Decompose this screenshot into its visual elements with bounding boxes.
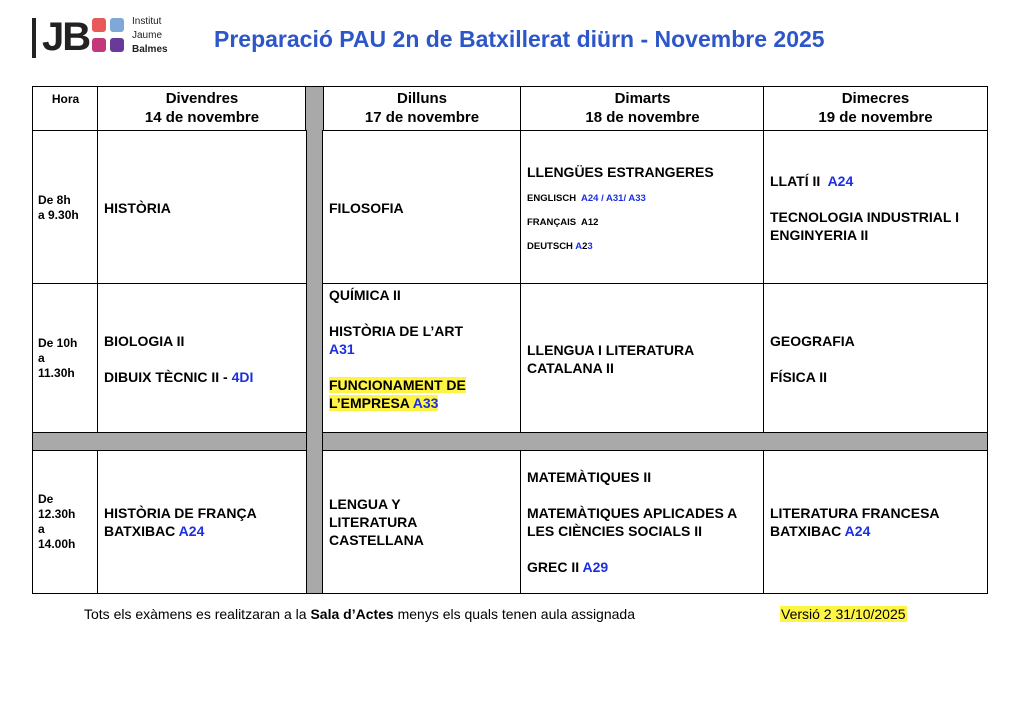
row1-dimecres: [763, 130, 988, 285]
logo-text-balmes: Balmes: [132, 44, 168, 55]
version-label: Versió 2 31/10/2025: [781, 606, 906, 622]
footer-note: Tots els exàmens es realitzaran a la Sala d’Actes menys els quals tenen aula assignada: [84, 606, 635, 622]
row2-dilluns: [322, 283, 522, 434]
school-logo: [32, 14, 192, 64]
row2-divendres: [97, 283, 307, 434]
break-separator-right: [322, 432, 988, 452]
exam-matematiques-aplicades: MATEMÀTIQUES APLICADES A LES CIÈNCIES SOCIALS II: [527, 505, 737, 539]
exam-fisica: FÍSICA II: [770, 368, 828, 385]
logo-square-magenta: [92, 38, 106, 52]
exam-funcionament-empresa: FUNCIONAMENT DE L’EMPRESA A33: [329, 377, 466, 411]
exam-geografia: GEOGRAFIA: [770, 332, 855, 349]
logo-text-institut: Institut: [132, 16, 162, 27]
row1-dilluns: [322, 130, 522, 285]
exam-literatura-francesa: LITERATURA FRANCESA BATXIBAC A24: [770, 505, 940, 539]
header-dimecres: Dimecres 19 de novembre: [763, 86, 988, 132]
slot-2-time: De 10h a 11.30h: [32, 283, 99, 434]
logo-square-blue: [110, 18, 124, 32]
break-separator-left: [32, 432, 307, 452]
row3-dimarts: [520, 450, 765, 594]
row3-dilluns: [322, 450, 522, 594]
exam-dibuix-tecnic: DIBUIX TÈCNIC II - 4DI: [104, 368, 254, 385]
slot-1-time: De 8h a 9.30h: [32, 130, 99, 285]
row2-dimecres: [763, 283, 988, 434]
exam-filosofia: FILOSOFIA: [329, 199, 404, 216]
row1-dimarts: [520, 130, 765, 285]
header-dilluns: Dilluns 17 de novembre: [322, 86, 522, 132]
row3-divendres: [97, 450, 307, 594]
exam-german: DEUTSCH A23: [527, 240, 593, 252]
header-hora: Hora: [32, 86, 99, 132]
exam-english: ENGLISCH A24 / A31/ A33: [527, 192, 646, 204]
logo-square-red: [92, 18, 106, 32]
row3-dimecres: [763, 450, 988, 594]
logo-square-purple: [110, 38, 124, 52]
logo-text-jaume: Jaume: [132, 30, 163, 41]
exam-historia: HISTÒRIA: [104, 199, 171, 216]
exam-historia-art: HISTÒRIA DE L’ART A31: [329, 323, 464, 357]
exam-llengues-estrangeres: LLENGÜES ESTRANGERES: [527, 163, 714, 180]
exam-llati: LLATÍ II A24: [770, 172, 854, 189]
exam-llengua-catalana: LLENGUA I LITERATURA CATALANA II: [527, 341, 694, 376]
logo-bar: [32, 18, 36, 58]
row2-dimarts: [520, 283, 765, 434]
exam-french: FRANÇAIS A12: [527, 216, 599, 228]
exam-quimica: QUÍMICA II: [329, 287, 401, 303]
exam-grec: GREC II A29: [527, 559, 609, 575]
exam-matematiques: MATEMÀTIQUES II: [527, 469, 652, 485]
header-dimarts: Dimarts 18 de novembre: [520, 86, 765, 132]
page-title: Preparació PAU 2n de Batxillerat diürn - Novembre 2025: [214, 26, 825, 52]
exam-lengua-castellana: LENGUA Y LITERATURA CASTELLANA: [329, 496, 424, 548]
exam-historia-franca: HISTÒRIA DE FRANÇA BATXIBAC A24: [104, 505, 257, 539]
logo-letters: JB: [42, 15, 90, 59]
exam-tecnologia: TECNOLOGIA INDUSTRIAL I ENGINYERIA II: [770, 208, 959, 243]
schedule-table: [32, 86, 988, 594]
slot-3-time: De 12.30h a 14.00h: [32, 450, 99, 594]
header-divendres: Divendres 14 de novembre: [97, 86, 307, 132]
exam-biologia: BIOLOGIA II: [104, 332, 185, 349]
row1-divendres: [97, 130, 307, 285]
